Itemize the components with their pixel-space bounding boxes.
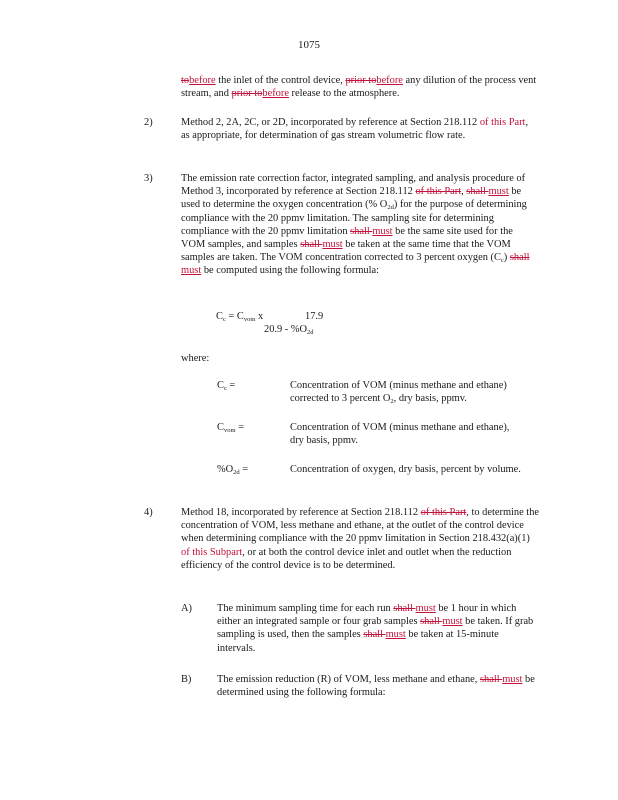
body-text: Concentration of VOM (minus methane and ethane) corrected to 3 percent O: [290, 380, 507, 405]
body-text: The emission rate correction factor, integrated sampling, and analysis procedure of Method 3, incorporated by reference at Section 218.112: [181, 173, 526, 198]
inserted-text: before: [376, 75, 403, 86]
subscript: vom: [223, 427, 236, 434]
subscript: 2d: [387, 204, 394, 212]
item-4-paragraph: [181, 506, 539, 572]
definition-text: Concentration of oxygen, dry basis, percent by volume.: [290, 464, 521, 475]
body-text: be taken at the same time that the VOM samples are taken. The VOM concentration corrected to 3 percent oxygen (C: [181, 239, 511, 264]
inserted-text: must: [322, 239, 343, 251]
item-number: 3): [144, 173, 153, 184]
formula-denominator: [264, 323, 314, 336]
deleted-text: prior to: [231, 88, 263, 100]
body-text: be taken at 15-minute intervals.: [217, 629, 499, 654]
sub-item-b-paragraph: [217, 673, 537, 699]
formula-operator: =: [235, 422, 244, 433]
body-text: be determined using the following formula:: [217, 674, 535, 699]
item-3-paragraph: [181, 172, 539, 278]
deleted-text: shall: [466, 186, 489, 198]
formula-symbol: %O: [217, 464, 234, 475]
definition-text: Concentration of VOM (minus methane and ethane), dry basis, ppmv.: [290, 422, 510, 447]
page-number: 1075: [298, 39, 320, 51]
sub-item-a-paragraph: [217, 602, 537, 655]
deleted-text: shall: [479, 674, 503, 685]
body-text: release to the atmosphere.: [288, 88, 400, 100]
body-text: The minimum sampling time for each run: [217, 603, 394, 614]
item-number: 2): [144, 117, 153, 128]
subscript: c: [222, 316, 226, 323]
where-label: where:: [181, 353, 210, 364]
deleted-text: shall: [350, 225, 373, 237]
subscript: c: [500, 257, 504, 265]
definition-text: [290, 379, 540, 405]
formula-symbol: 20.9 - %O: [264, 324, 307, 335]
body-text: be used to determine the oxygen concentration (% O: [181, 186, 522, 211]
formula-symbol: = C: [225, 311, 244, 322]
body-text: any dilution of the process vent stream, and: [181, 75, 537, 100]
body-text: , to determine the concentration of VOM, less methane and ethane, at the outlet of the control device when determining compliance with the 20 ppmv limitation in Section 218.432(a)(1): [181, 507, 540, 545]
subscript: 2d: [233, 469, 240, 476]
body-text: ): [503, 252, 510, 264]
sub-item-letter: A): [181, 603, 192, 614]
body-text: , dry basis, ppmv.: [393, 393, 467, 405]
body-text: , as appropriate, for determination of gas stream volumetric flow rate.: [181, 117, 529, 142]
deleted-text: prior to: [345, 75, 377, 86]
deleted-text: to: [181, 75, 190, 86]
deleted-text: shall: [420, 616, 443, 628]
formula-numerator: 17.9: [305, 311, 324, 322]
subscript: c: [223, 385, 227, 392]
body-text: be taken. If grab sampling is used, then the samples: [217, 616, 534, 641]
subscript: 2d: [307, 329, 314, 336]
inserted-text: must: [181, 265, 202, 277]
body-text: Method 18, incorporated by reference at Section 218.112: [181, 507, 421, 518]
body-text: The emission reduction (R) of VOM, less methane and ethane,: [217, 674, 480, 685]
inserted-text: before: [262, 88, 289, 100]
body-text: the inlet of the control device,: [215, 75, 346, 86]
formula-operator: =: [239, 464, 249, 475]
body-text: , or at both the control device inlet and outlet when the reduction efficiency of the control device is to be determined.: [181, 546, 512, 571]
deleted-text: of this Part: [420, 507, 467, 518]
formula-operator: =: [226, 380, 236, 391]
item-number: 4): [144, 507, 153, 518]
inserted-text: of this Part: [479, 117, 526, 128]
inserted-text: must: [385, 629, 406, 641]
inserted-text: must: [442, 616, 463, 628]
body-text: be the same site used for the VOM samples, and samples: [181, 225, 513, 251]
formula-symbol: C: [217, 422, 224, 433]
inserted-text: must: [502, 674, 523, 685]
inserted-text: must: [372, 225, 393, 237]
carryover-paragraph: [181, 74, 539, 100]
formula-symbol: C: [216, 311, 223, 322]
deleted-text: shall: [363, 629, 386, 641]
body-text: ) for the purpose of determining compliance with the 20 ppmv limitation. The sampling site for determining compliance with the 20 ppmv limitation: [181, 199, 527, 237]
inserted-text: must: [415, 603, 436, 614]
definition-symbol: [217, 463, 248, 476]
body-text: be 1 hour in which either an integrated sample or four grab samples: [217, 603, 517, 628]
item-2-paragraph: [181, 116, 539, 142]
definition-symbol: [217, 421, 244, 434]
formula-symbol: C: [217, 380, 224, 391]
subscript: vom: [243, 316, 256, 323]
formula-lhs: [216, 310, 263, 323]
body-text: ,: [461, 186, 467, 198]
inserted-text: of this Subpart: [181, 546, 243, 558]
inserted-text: before: [189, 75, 216, 86]
body-text: Method 2, 2A, 2C, or 2D, incorporated by reference at Section 218.112: [181, 117, 480, 128]
inserted-text: must: [488, 186, 509, 198]
formula-operator: x: [255, 311, 264, 322]
deleted-text: shall: [509, 252, 530, 264]
definition-symbol: [217, 379, 235, 392]
subscript: 2: [390, 398, 394, 406]
deleted-text: shall: [300, 239, 323, 251]
body-text: be computed using the following formula:: [201, 265, 379, 277]
deleted-text: shall: [393, 603, 416, 614]
sub-item-letter: B): [181, 674, 192, 685]
deleted-text: of this Part: [415, 186, 462, 198]
